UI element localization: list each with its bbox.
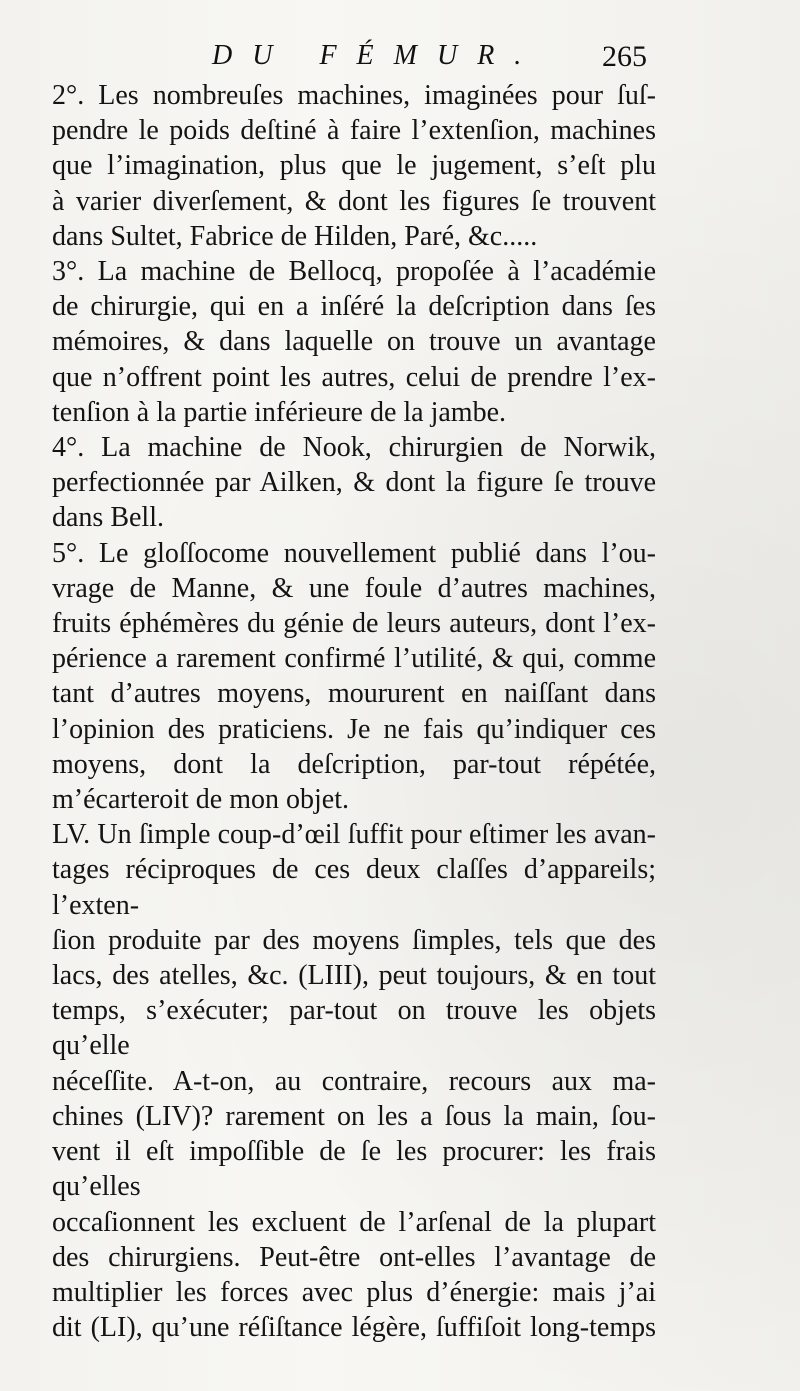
text-line: ſion produite par des moyens ſimples, tels que des bbox=[52, 924, 656, 956]
text-line: pendre le poids deſtiné à faire l’extenſion, machines bbox=[52, 115, 656, 147]
body-text bbox=[52, 78, 656, 1345]
text-line: 3°. La machine de Bellocq, propoſée à l’académie bbox=[52, 256, 656, 288]
running-title: DU FÉMUR. bbox=[212, 40, 542, 71]
text-line: mémoires, & dans laquelle on trouve un avantage bbox=[52, 326, 656, 358]
text-line: fruits éphémères du génie de leurs auteurs, dont l’ex- bbox=[52, 608, 656, 640]
text-line: multiplier les forces avec plus d’énergie: mais j’ai bbox=[52, 1276, 656, 1308]
text-line: dans Sultet, Fabrice de Hilden, Paré, &c..... bbox=[52, 220, 538, 252]
text-line: à varier diverſement, & dont les figures ſe trouvent bbox=[52, 185, 656, 217]
text-line: moyens, dont la deſcription, par-tout répétée, bbox=[52, 748, 656, 780]
text-line: tages réciproques de ces deux claſſes d’appareils; l’exten- bbox=[52, 854, 656, 921]
text-line: dit (LI), qu’une réſiſtance légère, ſuffiſoit long-temps bbox=[52, 1312, 656, 1344]
text-line: l’opinion des praticiens. Je ne fais qu’indiquer ces bbox=[52, 713, 656, 745]
running-head bbox=[0, 40, 800, 80]
text-line: lacs, des atelles, &c. (LIII), peut toujours, & en tout bbox=[52, 960, 656, 992]
text-line: néceſſite. A-t-on, au contraire, recours aux ma- bbox=[52, 1065, 656, 1097]
text-line: tant d’autres moyens, moururent en naiſſant dans bbox=[52, 678, 656, 710]
text-line: temps, s’exécuter; par-tout on trouve les objets qu’elle bbox=[52, 995, 656, 1062]
text-line: tenſion à la partie inférieure de la jambe. bbox=[52, 396, 507, 428]
text-line: chines (LIV)? rarement on les a ſous la main, ſou- bbox=[52, 1100, 656, 1132]
text-line: que l’imagination, plus que le jugement, s’eſt plu bbox=[52, 150, 656, 182]
text-line: des chirurgiens. Peut-être ont-elles l’avantage de bbox=[52, 1241, 656, 1273]
text-line: que n’offrent point les autres, celui de prendre l’ex- bbox=[52, 361, 656, 393]
text-line: vrage de Manne, & une foule d’autres machines, bbox=[52, 572, 656, 604]
text-line: occaſionnent les excluent de l’arſenal de la plupart bbox=[52, 1206, 656, 1238]
text-line: 5°. Le gloſſocome nouvellement publié dans l’ou- bbox=[52, 537, 656, 569]
text-line: périence a rarement confirmé l’utilité, & qui, comme bbox=[52, 643, 656, 675]
text-line: vent il eſt impoſſible de ſe les procurer: les frais qu’elles bbox=[52, 1136, 656, 1203]
text-line: 4°. La machine de Nook, chirurgien de Norwik, bbox=[52, 432, 656, 464]
text-line: m’écarteroit de mon objet. bbox=[52, 784, 349, 816]
text-line: perfectionnée par Ailken, & dont la figure ſe trouve bbox=[52, 467, 656, 499]
page-number: 265 bbox=[602, 40, 647, 73]
text-line: LV. Un ſimple coup-d’œil ſuffit pour eſtimer les avan- bbox=[52, 819, 656, 851]
text-line: 2°. Les nombreuſes machines, imaginées pour ſuſ- bbox=[52, 80, 656, 111]
text-line: dans Bell. bbox=[52, 502, 164, 534]
text-line: de chirurgie, qui en a inſéré la deſcription dans ſes bbox=[52, 291, 656, 323]
